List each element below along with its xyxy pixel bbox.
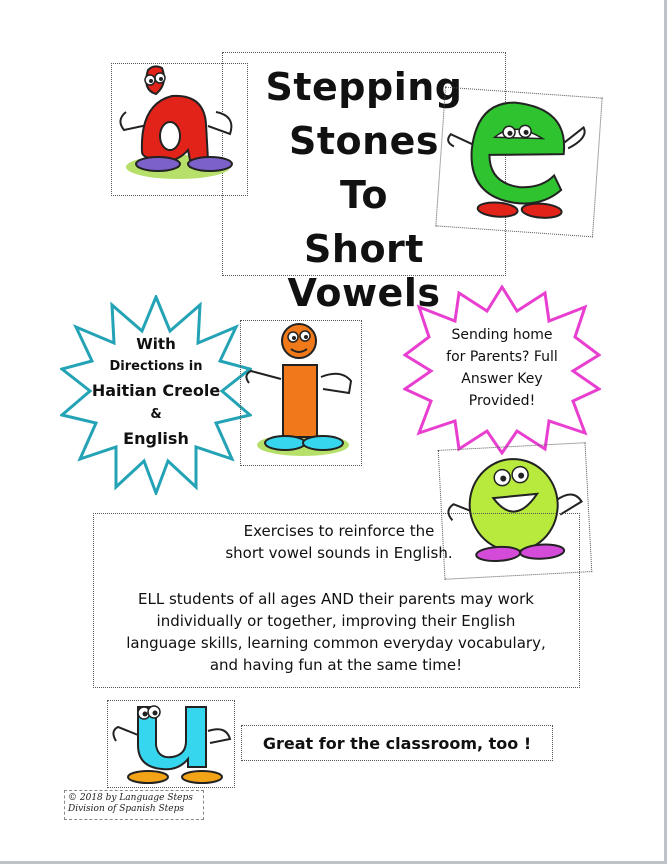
description-para-1 [174,520,504,564]
letter-u-frame [107,700,235,788]
left-star-line-3: Haitian Creole [91,381,221,400]
right-starburst [403,285,601,455]
right-star-line-2: for Parents? Full [446,349,558,365]
description-para-2 [94,588,578,676]
letter-a-frame [111,63,248,196]
letter-e-character-icon [437,88,600,234]
copyright-box [64,790,204,820]
letter-i-frame [240,320,362,466]
left-starburst [60,295,252,495]
letter-a-character-icon [112,64,246,194]
copyright-text [68,793,193,815]
left-star-line-5: English [123,429,189,448]
description-para-2-line-1: ELL students of all ages AND their parents may work [138,590,534,608]
description-para-2-line-4: and having fun at the same time! [209,656,463,674]
description-box [93,513,580,688]
description-para-2-line-2: individually or together, improving their English [156,612,516,630]
copyright-line-2: Division of Spanish Steps [68,804,184,814]
title-line-3: To [340,173,388,217]
right-star-line-3: Answer Key [461,371,543,387]
left-star-line-2: Directions in [109,359,203,374]
classroom-note-box [241,725,553,761]
title-line-2: Stones [288,119,440,163]
letter-u-character-icon [108,701,232,785]
starburst-shape-icon [403,285,601,455]
right-star-line-1: Sending home [451,327,553,343]
left-star-line-1: With [136,335,176,353]
classroom-note: Great for the classroom, too ! [262,734,532,753]
title-line-4: Short Vowels [287,227,441,315]
left-star-line-4: & [150,407,162,422]
copyright-line-1: © 2018 by Language Steps [68,793,193,803]
description-para-1-line-1: Exercises to reinforce the [243,522,435,540]
description-para-2-line-3: language skills, learning common everyday vocabulary, [126,634,546,652]
letter-e-frame [435,87,602,238]
letter-i-character-icon [241,321,359,463]
title-line-1: Stepping [265,65,463,109]
description-para-1-line-2: short vowel sounds in English. [225,544,453,562]
right-star-line-4: Provided! [468,393,536,409]
